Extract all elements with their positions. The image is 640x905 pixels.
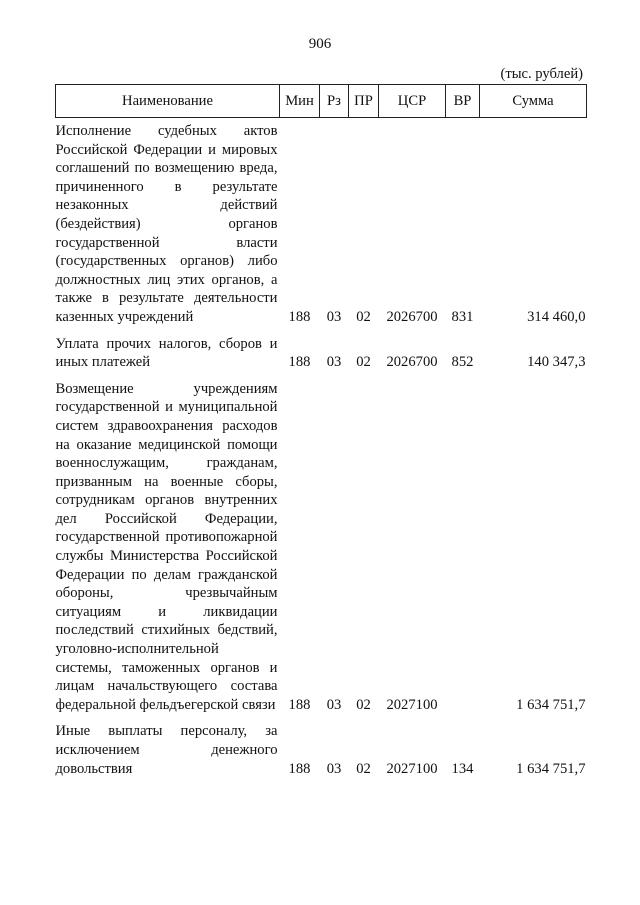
header-rz: Рз [320, 85, 349, 118]
row-min: 188 [288, 308, 311, 325]
row-name: Возмещение учреждениям государственной и муниципальной систем здравоохранения расходов на оказание медицинской помощи военнослужащим, гражданам, призванным на военные сборы, сотрудникам органов внутренних дел Российской Федерации, государственной противопожарной службы Министерства Российской Федерации по делам гражданской обороны, чрезвычайным ситуациям и ликвидации последствий стихийных бедствий, уголовно-исполнительной системы, таможенных органов и лицам начальствующего состава федеральной фельдъегерской связи [55, 380, 278, 713]
row-csr: 2026700 [386, 308, 438, 325]
row-sum: 1 634 751,7 [516, 760, 586, 777]
row-vr: 831 [451, 308, 474, 325]
row-name: Иные выплаты персоналу, за исключением денежного довольствия [55, 723, 278, 777]
table-row [56, 722, 587, 786]
row-vr [446, 380, 480, 723]
row-rz: 03 [326, 760, 342, 777]
table-row [56, 380, 587, 723]
row-min: 188 [288, 696, 311, 713]
header-sum: Сумма [480, 85, 587, 118]
header-min: Мин [280, 85, 320, 118]
page-number: 906 [308, 36, 332, 52]
row-min: 188 [288, 354, 311, 371]
row-rz: 03 [326, 354, 342, 371]
row-name: Уплата прочих налогов, сборов и иных платежей [55, 335, 278, 371]
budget-table [55, 84, 587, 786]
row-sum: 140 347,3 [527, 354, 586, 371]
row-rz: 03 [326, 308, 342, 325]
table-header-row [56, 85, 587, 118]
row-pr: 02 [356, 760, 371, 777]
header-csr: ЦСР [379, 85, 446, 118]
row-name: Исполнение судебных актов Российской Федерации и мировых соглашений по возмещению вреда, причиненного в результате незаконных действий (бездействия) органов государственной власти (государственных органов) либо должностных лиц этих органов, а также в результате деятельности казенных учреждений [55, 123, 278, 325]
row-vr: 852 [451, 354, 474, 371]
row-sum: 1 634 751,7 [516, 696, 586, 713]
table-row [56, 335, 587, 380]
row-csr: 2026700 [386, 354, 438, 371]
header-name: Наименование [56, 85, 280, 118]
row-pr: 02 [356, 308, 371, 325]
row-csr: 2027100 [386, 760, 438, 777]
row-pr: 02 [356, 354, 371, 371]
units-label: (тыс. рублей) [500, 66, 583, 82]
header-vr: ВР [446, 85, 480, 118]
row-rz: 03 [326, 696, 342, 713]
row-pr: 02 [356, 696, 371, 713]
header-pr: ПР [349, 85, 379, 118]
table-row [56, 118, 587, 335]
row-min: 188 [288, 760, 311, 777]
row-sum: 314 460,0 [527, 308, 586, 325]
row-vr: 134 [451, 760, 474, 777]
row-csr: 2027100 [386, 696, 438, 713]
